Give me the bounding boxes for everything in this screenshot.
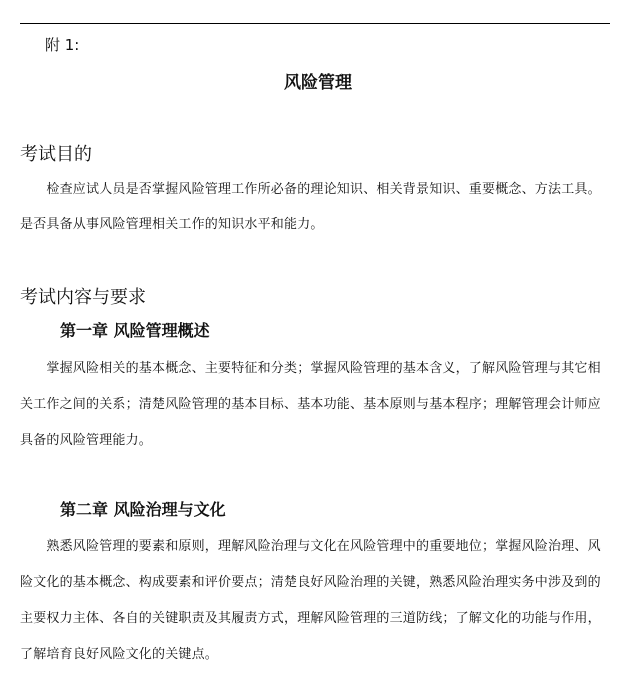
- appendix-label: 附 1:: [45, 36, 80, 54]
- paragraph-line: 熟悉风险管理的要素和原则，理解风险治理与文化在风险管理中的重要地位；掌握风险治理、风: [20, 539, 601, 554]
- chapter-title: 第一章 风险管理概述: [60, 321, 210, 340]
- paragraph-line: 了解培育良好风险文化的关键点。: [20, 647, 219, 662]
- paragraph-line: 是否具备从事风险管理相关工作的知识水平和能力。: [20, 217, 324, 232]
- document-title: 风险管理: [284, 73, 352, 93]
- chapter-title: 第二章 风险治理与文化: [60, 500, 226, 519]
- section-heading-exam-content: 考试内容与要求: [20, 287, 146, 308]
- paragraph-line: 掌握风险相关的基本概念、主要特征和分类；掌握风险管理的基本含义，了解风险管理与其它相: [20, 361, 601, 376]
- paragraph-line: 关工作之间的关系；清楚风险管理的基本目标、基本功能、基本原则与基本程序；理解管理会计师应: [20, 397, 601, 412]
- paragraph-line: 险文化的基本概念、构成要素和评价要点；清楚良好风险治理的关键，熟悉风险治理实务中涉及到的: [20, 575, 601, 590]
- paragraph-line: 具备的风险管理能力。: [20, 433, 153, 448]
- header-rule: [20, 23, 610, 24]
- paragraph-line: 检查应试人员是否掌握风险管理工作所必备的理论知识、相关背景知识、重要概念、方法工具。: [20, 182, 601, 197]
- section-heading-exam-purpose: 考试目的: [20, 144, 92, 165]
- paragraph-line: 主要权力主体、各自的关键职责及其履责方式，理解风险管理的三道防线；了解文化的功能与作用，: [20, 611, 601, 626]
